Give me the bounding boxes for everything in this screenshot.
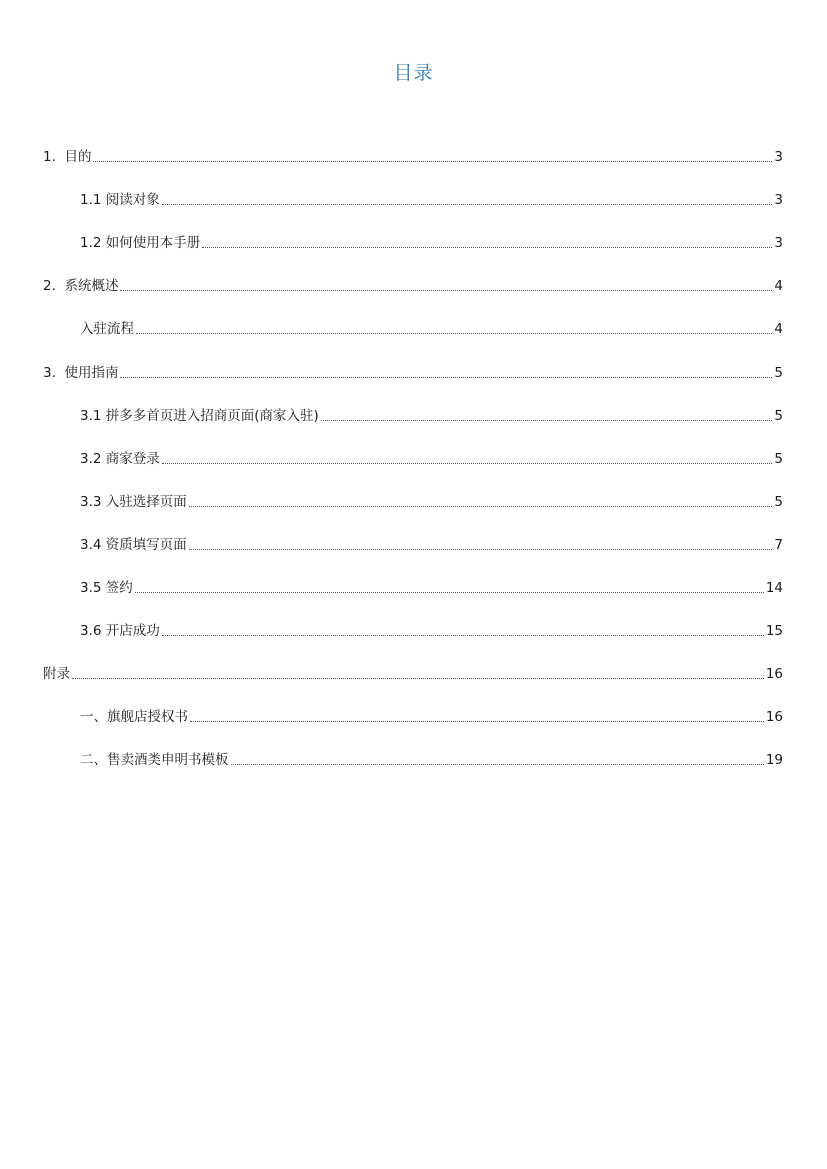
toc-entry-text: 一、旗舰店授权书 bbox=[80, 709, 188, 726]
toc-entry[interactable] bbox=[80, 492, 783, 512]
toc-page-number: 5 bbox=[774, 493, 783, 510]
toc-entry-text: 3.3 入驻选择页面 bbox=[80, 493, 187, 510]
toc-entry-text: 附录 bbox=[43, 666, 70, 683]
toc-entry-number: 3. bbox=[43, 364, 65, 381]
toc-dot-leader bbox=[231, 763, 764, 765]
toc-entry-text: 3.4 资质填写页面 bbox=[80, 536, 187, 553]
toc-entry[interactable] bbox=[43, 363, 783, 383]
toc-page-number: 16 bbox=[765, 666, 783, 683]
toc-dot-leader bbox=[162, 634, 764, 636]
toc-entry-text: 3.2 商家登录 bbox=[80, 450, 160, 467]
toc-entry[interactable] bbox=[43, 664, 783, 684]
toc-page-number: 7 bbox=[774, 536, 783, 553]
toc-entry[interactable] bbox=[43, 147, 783, 167]
toc-page-number: 5 bbox=[774, 450, 783, 467]
toc-entry[interactable] bbox=[80, 406, 783, 426]
toc-entry-text: 目的 bbox=[64, 149, 92, 165]
toc-entry[interactable] bbox=[80, 449, 783, 469]
toc-page-number: 15 bbox=[765, 623, 783, 640]
toc-dot-leader bbox=[135, 591, 764, 593]
toc-page-number: 5 bbox=[774, 364, 783, 381]
toc-dot-leader bbox=[120, 376, 772, 378]
toc-dot-leader bbox=[120, 289, 772, 291]
toc-entry-text: 使用指南 bbox=[64, 364, 119, 381]
toc-page-number: 5 bbox=[774, 407, 783, 424]
toc-dot-leader bbox=[162, 203, 773, 205]
toc-dot-leader bbox=[72, 677, 764, 679]
toc-entry[interactable] bbox=[43, 276, 783, 296]
toc-entry-text: 1.2 如何使用本手册 bbox=[80, 235, 201, 252]
toc-entry[interactable] bbox=[80, 190, 783, 210]
toc-entry-text: 3.6 开店成功 bbox=[80, 623, 160, 640]
toc-entry[interactable] bbox=[80, 233, 783, 253]
toc-page-number: 19 bbox=[765, 752, 783, 769]
toc-page-number: 3 bbox=[774, 149, 783, 165]
toc-entry-text: 3.5 签约 bbox=[80, 580, 133, 596]
toc-entry-text: 系统概述 bbox=[64, 278, 119, 295]
toc-dot-leader bbox=[189, 548, 773, 550]
toc-title: 目录 bbox=[393, 62, 434, 84]
toc-entry-text: 3.1 拼多多首页进入招商页面(商家入驻) bbox=[80, 407, 319, 424]
toc-dot-leader bbox=[136, 332, 772, 334]
toc-dot-leader bbox=[93, 160, 772, 162]
toc-entry[interactable] bbox=[80, 319, 783, 339]
toc-dot-leader bbox=[189, 505, 773, 507]
toc-entry[interactable] bbox=[80, 750, 783, 770]
toc-page-number: 16 bbox=[765, 709, 783, 726]
toc-page-number: 14 bbox=[765, 580, 783, 596]
toc-dot-leader bbox=[202, 246, 772, 248]
toc-entry-text: 1.1 阅读对象 bbox=[80, 192, 160, 209]
toc-entry-number: 2. bbox=[43, 278, 65, 295]
toc-entry-text: 二、售卖酒类申明书模板 bbox=[80, 752, 229, 769]
toc-entry-text: 入驻流程 bbox=[80, 321, 134, 338]
toc-dot-leader bbox=[190, 720, 764, 722]
toc-entry-number: 1. bbox=[43, 149, 65, 165]
toc-entry[interactable] bbox=[80, 707, 783, 727]
toc-dot-leader bbox=[162, 462, 773, 464]
toc-page-number: 3 bbox=[774, 235, 783, 252]
toc-page-number: 3 bbox=[774, 192, 783, 209]
toc-page-number: 4 bbox=[774, 321, 783, 338]
toc-dot-leader bbox=[321, 419, 773, 421]
toc-entry[interactable] bbox=[80, 535, 783, 555]
toc-entry[interactable] bbox=[80, 621, 783, 641]
toc-entry[interactable] bbox=[80, 578, 783, 598]
toc-page-number: 4 bbox=[774, 278, 783, 295]
